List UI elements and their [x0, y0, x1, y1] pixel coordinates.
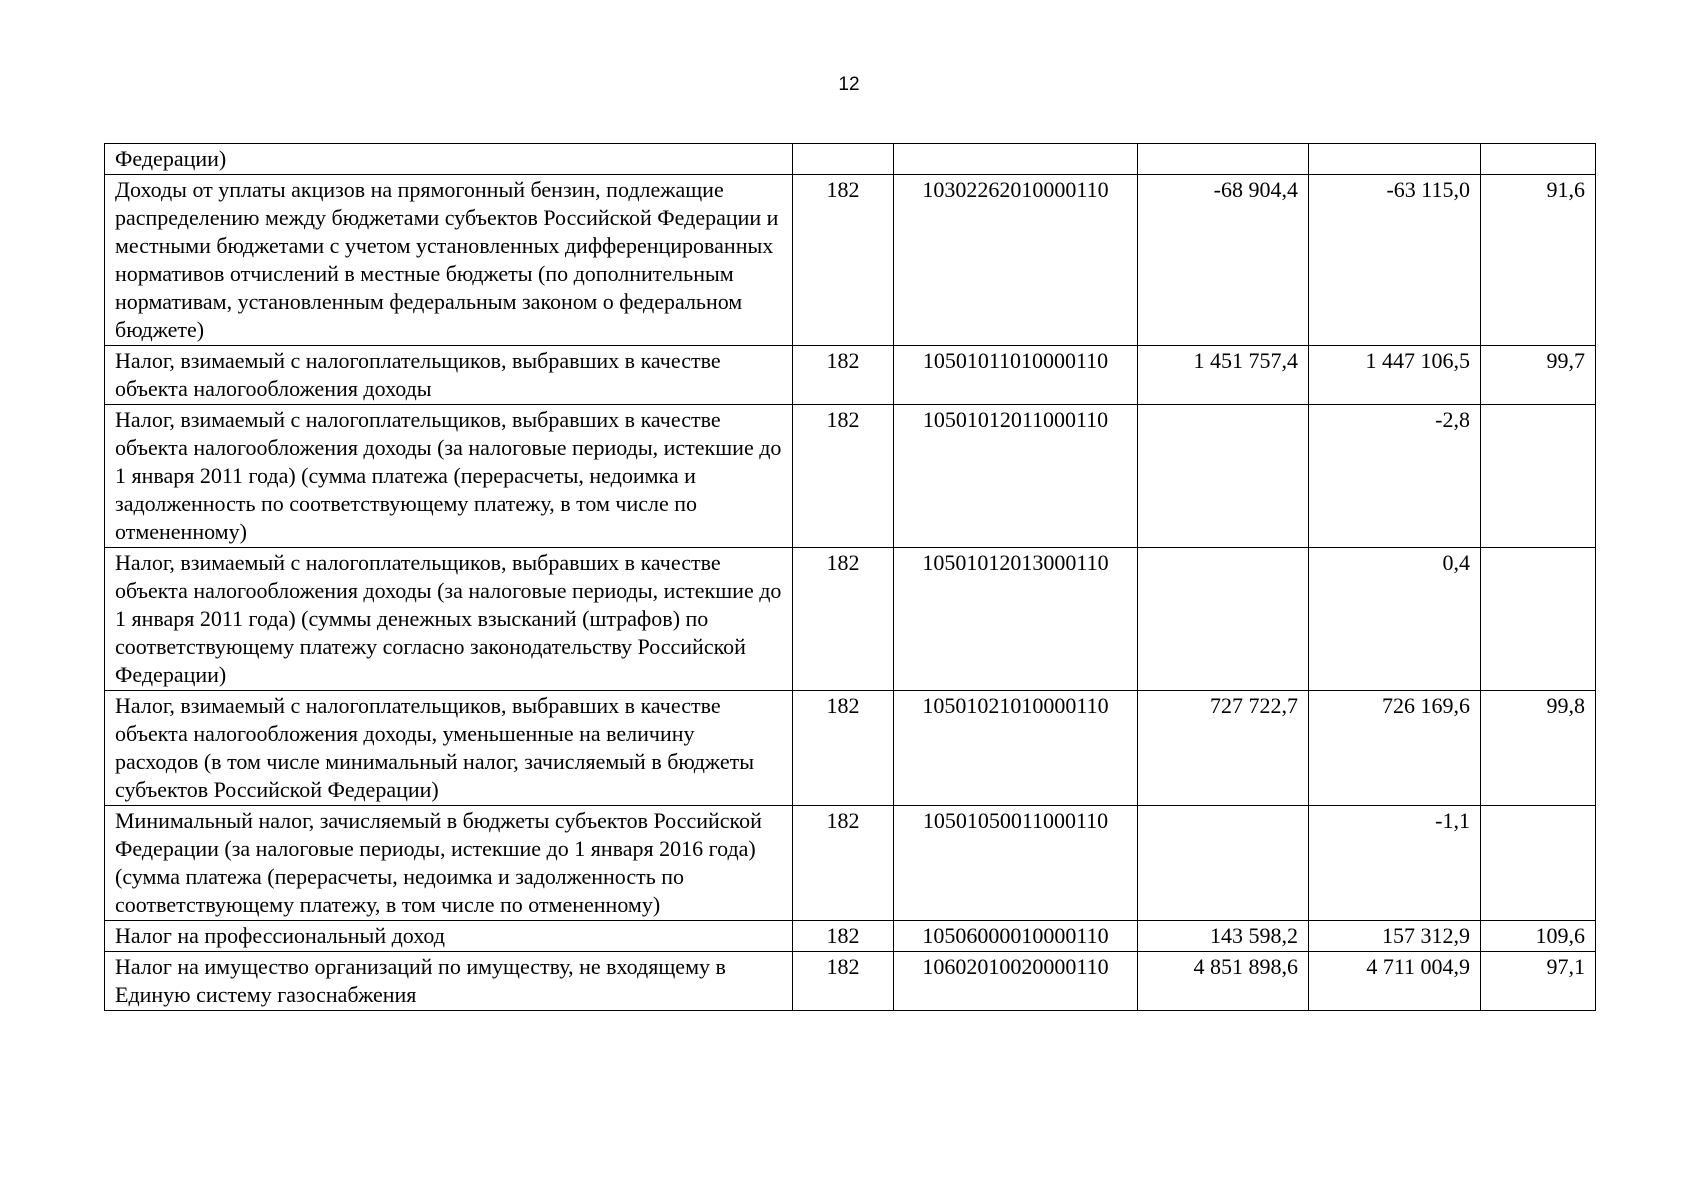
- table-row: [105, 806, 1596, 921]
- income-name: Налог, взимаемый с налогоплательщиков, выбравших в качестве объекта налогообложения доходы: [105, 346, 793, 405]
- planned-amount: 727 722,7: [1138, 691, 1309, 806]
- table-row: [105, 921, 1596, 952]
- execution-percent: 97,1: [1481, 952, 1596, 1011]
- actual-amount: 0,4: [1309, 548, 1481, 691]
- income-name: Федерации): [105, 144, 793, 175]
- budget-classification-code: 10602010020000110: [894, 952, 1138, 1011]
- income-name: Доходы от уплаты акцизов на прямогонный бензин, подлежащие распределению между бюджетами субъектов Российской Федерации и местными бюджетами с учетом установленных дифференцированных нормативов отчислений в местные бюджеты (по дополнительным нормативам, установленным федеральным законом о федеральном бюджете): [105, 175, 793, 346]
- actual-amount: 1 447 106,5: [1309, 346, 1481, 405]
- admin-code: [793, 144, 894, 175]
- income-name: Налог, взимаемый с налогоплательщиков, выбравших в качестве объекта налогообложения доходы (за налоговые периоды, истекшие до 1 января 2011 года) (суммы денежных взысканий (штрафов) по соответствующему платежу согласно законодательству Российской Федерации): [105, 548, 793, 691]
- admin-code: 182: [793, 921, 894, 952]
- table-row: [105, 691, 1596, 806]
- actual-amount: 726 169,6: [1309, 691, 1481, 806]
- execution-percent: [1481, 548, 1596, 691]
- budget-classification-code: 10506000010000110: [894, 921, 1138, 952]
- planned-amount: -68 904,4: [1138, 175, 1309, 346]
- admin-code: 182: [793, 691, 894, 806]
- revenue-table: [104, 143, 1596, 1011]
- table-row: [105, 952, 1596, 1011]
- execution-percent: 99,7: [1481, 346, 1596, 405]
- income-name: Минимальный налог, зачисляемый в бюджеты субъектов Российской Федерации (за налоговые периоды, истекшие до 1 января 2016 года) (сумма платежа (перерасчеты, недоимка и задолженность по соответствующему платежу, в том числе по отмененному): [105, 806, 793, 921]
- budget-classification-code: 10501021010000110: [894, 691, 1138, 806]
- table-row: [105, 144, 1596, 175]
- planned-amount: [1138, 548, 1309, 691]
- income-name: Налог на профессиональный доход: [105, 921, 793, 952]
- actual-amount: -2,8: [1309, 405, 1481, 548]
- planned-amount: [1138, 144, 1309, 175]
- table-row: [105, 405, 1596, 548]
- table-row: [105, 175, 1596, 346]
- execution-percent: 99,8: [1481, 691, 1596, 806]
- execution-percent: [1481, 806, 1596, 921]
- budget-classification-code: [894, 144, 1138, 175]
- table-row: [105, 346, 1596, 405]
- budget-classification-code: 10501050011000110: [894, 806, 1138, 921]
- actual-amount: 4 711 004,9: [1309, 952, 1481, 1011]
- planned-amount: [1138, 405, 1309, 548]
- actual-amount: [1309, 144, 1481, 175]
- execution-percent: 109,6: [1481, 921, 1596, 952]
- budget-classification-code: 10501011010000110: [894, 346, 1138, 405]
- planned-amount: 1 451 757,4: [1138, 346, 1309, 405]
- page-number: 12: [838, 74, 860, 95]
- actual-amount: 157 312,9: [1309, 921, 1481, 952]
- budget-classification-code: 10302262010000110: [894, 175, 1138, 346]
- income-name: Налог на имущество организаций по имуществу, не входящему в Единую систему газоснабжения: [105, 952, 793, 1011]
- actual-amount: -1,1: [1309, 806, 1481, 921]
- execution-percent: 91,6: [1481, 175, 1596, 346]
- execution-percent: [1481, 405, 1596, 548]
- planned-amount: 4 851 898,6: [1138, 952, 1309, 1011]
- admin-code: 182: [793, 405, 894, 548]
- budget-classification-code: 10501012013000110: [894, 548, 1138, 691]
- planned-amount: 143 598,2: [1138, 921, 1309, 952]
- budget-classification-code: 10501012011000110: [894, 405, 1138, 548]
- admin-code: 182: [793, 346, 894, 405]
- income-name: Налог, взимаемый с налогоплательщиков, выбравших в качестве объекта налогообложения доходы, уменьшенные на величину расходов (в том числе минимальный налог, зачисляемый в бюджеты субъектов Российской Федерации): [105, 691, 793, 806]
- table-row: [105, 548, 1596, 691]
- income-name: Налог, взимаемый с налогоплательщиков, выбравших в качестве объекта налогообложения доходы (за налоговые периоды, истекшие до 1 января 2011 года) (сумма платежа (перерасчеты, недоимка и задолженность по соответствующему платежу, в том числе по отмененному): [105, 405, 793, 548]
- admin-code: 182: [793, 548, 894, 691]
- admin-code: 182: [793, 952, 894, 1011]
- admin-code: 182: [793, 806, 894, 921]
- actual-amount: -63 115,0: [1309, 175, 1481, 346]
- planned-amount: [1138, 806, 1309, 921]
- admin-code: 182: [793, 175, 894, 346]
- execution-percent: [1481, 144, 1596, 175]
